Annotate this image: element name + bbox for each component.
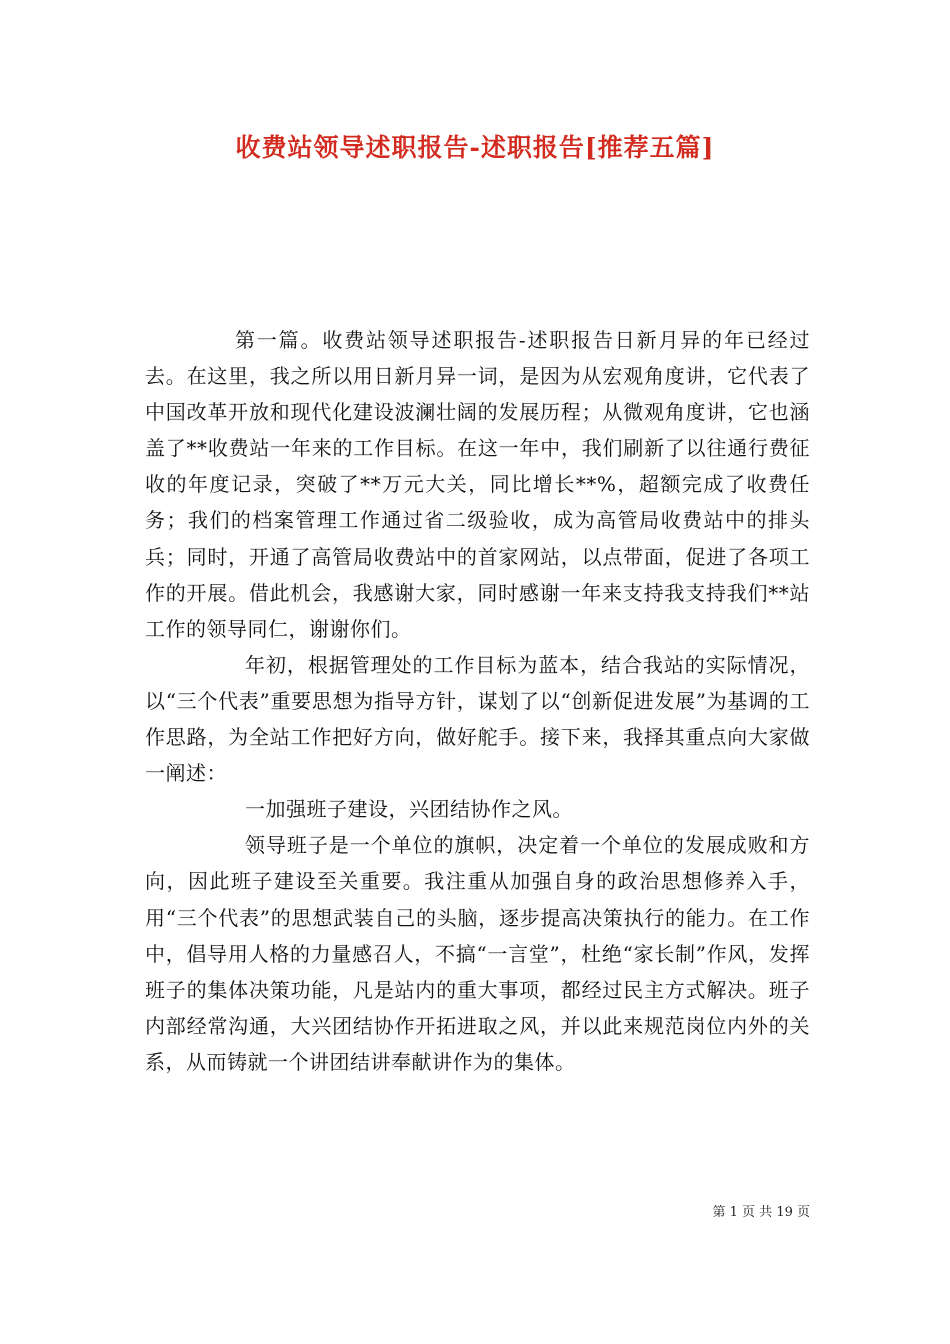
paragraph-3: 领导班子是一个单位的旗帜，决定着一个单位的发展成败和方向，因此班子建设至关重要。我注重从加强自身的政治思想修养入手，用“三个代表”的思想武装自己的头脑，逐步提高决策执行的能力。在工作中，倡导用人格的力量感召人，不搞“一言堂”，杜绝“家长制”作风，发挥班子的集体决策功能，凡是站内的重大事项，都经过民主方式解决。班子内部经常沟通，大兴团结协作开拓进取之风，并以此来规范岗位内外的关系，从而铸就一个讲团结讲奉献讲作为的集体。: [145, 833, 810, 1074]
section-heading: 一加强班子建设，兴团结协作之风。: [245, 797, 573, 822]
document-title: 收费站领导述职报告-述职报告[推荐五篇]: [235, 133, 715, 162]
paragraph-1: 第一篇。收费站领导述职报告-述职报告日新月异的年已经过去。在这里，我之所以用日新月异一词，是因为从宏观角度讲，它代表了中国改革开放和现代化建设波澜壮阔的发展历程；从微观角度讲，它也涵盖了**收费站一年来的工作目标。在这一年中，我们刷新了以往通行费征收的年度记录，突破了**万元大关，同比增长**%，超额完成了收费任务；我们的档案管理工作通过省二级验收，成为高管局收费站中的排头兵；同时，开通了高管局收费站中的首家网站，以点带面，促进了各项工作的开展。借此机会，我感谢大家，同时感谢一年来支持我支持我们**站工作的领导同仁，谢谢你们。: [145, 328, 810, 641]
page-number-footer: 第 1 页 共 19 页: [712, 1205, 810, 1220]
document-body: [145, 322, 810, 1080]
paragraph-2: 年初，根据管理处的工作目标为蓝本，结合我站的实际情况，以“三个代表”重要思想为指导方针，谋划了以“创新促进发展”为基调的工作思路，为全站工作把好方向，做好舵手。接下来，我择其重点向大家做一阐述：: [145, 652, 810, 786]
